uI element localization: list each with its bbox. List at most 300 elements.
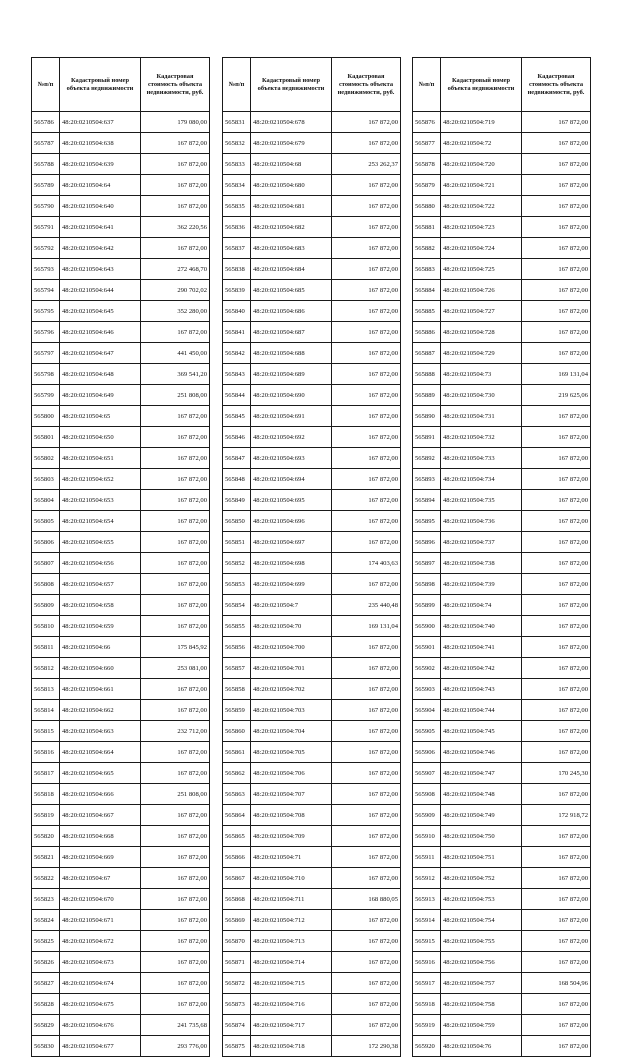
cadastral-value-cell: 167 872,00 — [332, 280, 401, 301]
cadastral-number-cell: 48:20:0210504:711 — [251, 889, 332, 910]
cadastral-value-cell: 167 872,00 — [141, 595, 210, 616]
cadastral-value-cell: 167 872,00 — [332, 490, 401, 511]
table-row — [413, 805, 591, 826]
cadastral-value-cell: 167 872,00 — [522, 259, 591, 280]
table-row — [32, 826, 210, 847]
table-row — [223, 1036, 401, 1057]
table-row — [413, 658, 591, 679]
table-row — [32, 427, 210, 448]
row-number-cell: 565862 — [223, 763, 251, 784]
header-number: №п/п — [413, 58, 441, 112]
cadastral-value-cell: 167 872,00 — [332, 994, 401, 1015]
cadastral-value-cell: 167 872,00 — [141, 490, 210, 511]
row-number-cell: 565900 — [413, 616, 441, 637]
row-number-cell: 565876 — [413, 112, 441, 133]
table-row — [223, 637, 401, 658]
row-number-cell: 565831 — [223, 112, 251, 133]
row-number-cell: 565916 — [413, 952, 441, 973]
cadastral-value-cell: 167 872,00 — [332, 574, 401, 595]
table-row — [32, 1036, 210, 1057]
cadastral-number-cell: 48:20:0210504:66 — [60, 637, 141, 658]
table-row — [413, 931, 591, 952]
cadastral-number-cell: 48:20:0210504:680 — [251, 175, 332, 196]
cadastral-number-cell: 48:20:0210504:648 — [60, 364, 141, 385]
table-row — [223, 154, 401, 175]
cadastral-number-cell: 48:20:0210504:707 — [251, 784, 332, 805]
cadastral-number-cell: 48:20:0210504:687 — [251, 322, 332, 343]
cadastral-value-cell: 167 872,00 — [332, 385, 401, 406]
row-number-cell: 565858 — [223, 679, 251, 700]
cadastral-value-cell: 167 872,00 — [141, 994, 210, 1015]
row-number-cell: 565810 — [32, 616, 60, 637]
row-number-cell: 565857 — [223, 658, 251, 679]
table-row — [223, 490, 401, 511]
cadastral-value-cell: 352 280,00 — [141, 301, 210, 322]
cadastral-number-cell: 48:20:0210504:64 — [60, 175, 141, 196]
cadastral-number-cell: 48:20:0210504:732 — [441, 427, 522, 448]
row-number-cell: 565841 — [223, 322, 251, 343]
cadastral-value-cell: 167 872,00 — [522, 553, 591, 574]
row-number-cell: 565797 — [32, 343, 60, 364]
table-row — [223, 679, 401, 700]
cadastral-number-cell: 48:20:0210504:755 — [441, 931, 522, 952]
row-number-cell: 565817 — [32, 763, 60, 784]
table-row — [223, 574, 401, 595]
table-row — [223, 595, 401, 616]
cadastral-number-cell: 48:20:0210504:640 — [60, 196, 141, 217]
row-number-cell: 565920 — [413, 1036, 441, 1057]
cadastral-value-cell: 167 872,00 — [522, 868, 591, 889]
table-row — [223, 553, 401, 574]
table-row — [413, 889, 591, 910]
cadastral-value-cell: 167 872,00 — [332, 931, 401, 952]
cadastral-value-cell: 167 872,00 — [141, 574, 210, 595]
cadastral-number-cell: 48:20:0210504:674 — [60, 973, 141, 994]
table-row — [32, 721, 210, 742]
table-row — [32, 280, 210, 301]
table-row — [223, 847, 401, 868]
table-row — [32, 112, 210, 133]
cadastral-number-cell: 48:20:0210504:76 — [441, 1036, 522, 1057]
cadastral-number-cell: 48:20:0210504:751 — [441, 847, 522, 868]
table-row — [32, 679, 210, 700]
cadastral-value-cell: 167 872,00 — [141, 511, 210, 532]
cadastral-number-cell: 48:20:0210504:686 — [251, 301, 332, 322]
cadastral-value-cell: 167 872,00 — [141, 805, 210, 826]
row-number-cell: 565903 — [413, 679, 441, 700]
cadastral-value-cell: 167 872,00 — [522, 679, 591, 700]
row-number-cell: 565887 — [413, 343, 441, 364]
cadastral-number-cell: 48:20:0210504:702 — [251, 679, 332, 700]
cadastral-value-cell: 369 541,20 — [141, 364, 210, 385]
table-row — [223, 469, 401, 490]
cadastral-value-cell: 167 872,00 — [522, 427, 591, 448]
row-number-cell: 565871 — [223, 952, 251, 973]
cadastral-value-cell: 251 808,00 — [141, 385, 210, 406]
cadastral-number-cell: 48:20:0210504:733 — [441, 448, 522, 469]
cadastral-value-cell: 167 872,00 — [332, 448, 401, 469]
cadastral-number-cell: 48:20:0210504:758 — [441, 994, 522, 1015]
table-row — [223, 952, 401, 973]
cadastral-number-cell: 48:20:0210504:65 — [60, 406, 141, 427]
table-row — [223, 259, 401, 280]
cadastral-value-cell: 167 872,00 — [141, 973, 210, 994]
row-number-cell: 565837 — [223, 238, 251, 259]
cadastral-value-cell: 167 872,00 — [522, 196, 591, 217]
cadastral-number-cell: 48:20:0210504:649 — [60, 385, 141, 406]
row-number-cell: 565894 — [413, 490, 441, 511]
cadastral-number-cell: 48:20:0210504:718 — [251, 1036, 332, 1057]
cadastral-value-cell: 167 872,00 — [522, 742, 591, 763]
table-row — [32, 763, 210, 784]
table-row — [32, 532, 210, 553]
cadastral-value-cell: 167 872,00 — [332, 847, 401, 868]
table-row — [413, 301, 591, 322]
row-number-cell: 565861 — [223, 742, 251, 763]
cadastral-value-cell: 167 872,00 — [522, 469, 591, 490]
row-number-cell: 565809 — [32, 595, 60, 616]
cadastral-number-cell: 48:20:0210504:691 — [251, 406, 332, 427]
row-number-cell: 565804 — [32, 490, 60, 511]
cadastral-value-cell: 167 872,00 — [332, 868, 401, 889]
cadastral-number-cell: 48:20:0210504:637 — [60, 112, 141, 133]
cadastral-number-cell: 48:20:0210504:73 — [441, 364, 522, 385]
table-row — [413, 952, 591, 973]
table-row — [223, 175, 401, 196]
table-row — [413, 469, 591, 490]
row-number-cell: 565866 — [223, 847, 251, 868]
table-row — [32, 616, 210, 637]
cadastral-value-cell: 167 872,00 — [522, 511, 591, 532]
cadastral-value-cell: 167 872,00 — [332, 259, 401, 280]
header-cadastral-value: Кадастровая стоимость объекта недвижимости, руб. — [332, 58, 401, 112]
cadastral-number-cell: 48:20:0210504:669 — [60, 847, 141, 868]
table-row — [413, 511, 591, 532]
cadastral-value-cell: 167 872,00 — [522, 931, 591, 952]
cadastral-value-cell: 172 918,72 — [522, 805, 591, 826]
cadastral-value-cell: 167 872,00 — [141, 469, 210, 490]
row-number-cell: 565883 — [413, 259, 441, 280]
cadastral-number-cell: 48:20:0210504:665 — [60, 763, 141, 784]
table-row — [413, 490, 591, 511]
cadastral-value-cell: 293 776,00 — [141, 1036, 210, 1057]
row-number-cell: 565868 — [223, 889, 251, 910]
cadastral-value-cell: 167 872,00 — [522, 994, 591, 1015]
row-number-cell: 565880 — [413, 196, 441, 217]
table-row — [223, 910, 401, 931]
row-number-cell: 565849 — [223, 490, 251, 511]
row-number-cell: 565902 — [413, 658, 441, 679]
table-row — [413, 238, 591, 259]
cadastral-value-cell: 167 872,00 — [332, 196, 401, 217]
table-row — [223, 112, 401, 133]
table-row — [32, 700, 210, 721]
row-number-cell: 565803 — [32, 469, 60, 490]
row-number-cell: 565821 — [32, 847, 60, 868]
row-number-cell: 565792 — [32, 238, 60, 259]
row-number-cell: 565890 — [413, 406, 441, 427]
cadastral-number-cell: 48:20:0210504:656 — [60, 553, 141, 574]
row-number-cell: 565905 — [413, 721, 441, 742]
table-row — [413, 784, 591, 805]
cadastral-value-cell: 272 468,70 — [141, 259, 210, 280]
cadastral-value-cell: 167 872,00 — [522, 1036, 591, 1057]
row-number-cell: 565801 — [32, 427, 60, 448]
cadastral-number-cell: 48:20:0210504:747 — [441, 763, 522, 784]
table-row — [413, 280, 591, 301]
cadastral-number-cell: 48:20:0210504:744 — [441, 700, 522, 721]
header-cadastral-value: Кадастровая стоимость объекта недвижимости, руб. — [141, 58, 210, 112]
row-number-cell: 565827 — [32, 973, 60, 994]
cadastral-value-cell: 167 872,00 — [332, 721, 401, 742]
cadastral-value-cell: 167 872,00 — [141, 868, 210, 889]
row-number-cell: 565833 — [223, 154, 251, 175]
table-row — [223, 322, 401, 343]
table-row — [32, 889, 210, 910]
cadastral-value-cell: 167 872,00 — [522, 175, 591, 196]
cadastral-number-cell: 48:20:0210504:693 — [251, 448, 332, 469]
cadastral-value-cell: 167 872,00 — [141, 700, 210, 721]
cadastral-value-cell: 167 872,00 — [332, 700, 401, 721]
cadastral-number-cell: 48:20:0210504:756 — [441, 952, 522, 973]
table-row — [223, 973, 401, 994]
cadastral-value-cell: 167 872,00 — [332, 763, 401, 784]
table-row — [32, 301, 210, 322]
table-row — [413, 406, 591, 427]
cadastral-value-cell: 167 872,00 — [141, 427, 210, 448]
cadastral-number-cell: 48:20:0210504:71 — [251, 847, 332, 868]
table-row — [413, 868, 591, 889]
row-number-cell: 565856 — [223, 637, 251, 658]
cadastral-number-cell: 48:20:0210504:7 — [251, 595, 332, 616]
header-number: №п/п — [223, 58, 251, 112]
table-row — [413, 112, 591, 133]
table-row — [32, 469, 210, 490]
cadastral-number-cell: 48:20:0210504:641 — [60, 217, 141, 238]
cadastral-number-cell: 48:20:0210504:684 — [251, 259, 332, 280]
cadastral-number-cell: 48:20:0210504:738 — [441, 553, 522, 574]
cadastral-number-cell: 48:20:0210504:668 — [60, 826, 141, 847]
table-row — [223, 994, 401, 1015]
row-number-cell: 565815 — [32, 721, 60, 742]
cadastral-number-cell: 48:20:0210504:647 — [60, 343, 141, 364]
table-row — [413, 133, 591, 154]
table-row — [223, 721, 401, 742]
row-number-cell: 565917 — [413, 973, 441, 994]
row-number-cell: 565918 — [413, 994, 441, 1015]
table-row — [32, 805, 210, 826]
cadastral-value-cell: 167 872,00 — [332, 511, 401, 532]
cadastral-number-cell: 48:20:0210504:715 — [251, 973, 332, 994]
cadastral-number-cell: 48:20:0210504:745 — [441, 721, 522, 742]
cadastral-value-cell: 167 872,00 — [141, 910, 210, 931]
cadastral-number-cell: 48:20:0210504:685 — [251, 280, 332, 301]
cadastral-value-cell: 167 872,00 — [522, 301, 591, 322]
row-number-cell: 565844 — [223, 385, 251, 406]
cadastral-value-cell: 169 131,04 — [522, 364, 591, 385]
cadastral-value-cell: 169 131,04 — [332, 616, 401, 637]
row-number-cell: 565798 — [32, 364, 60, 385]
cadastral-table-right — [412, 57, 591, 1057]
row-number-cell: 565892 — [413, 448, 441, 469]
cadastral-value-cell: 167 872,00 — [332, 805, 401, 826]
cadastral-number-cell: 48:20:0210504:710 — [251, 868, 332, 889]
cadastral-number-cell: 48:20:0210504:719 — [441, 112, 522, 133]
row-number-cell: 565828 — [32, 994, 60, 1015]
header-cadastral-number: Кадастровый номер объекта недвижимости — [60, 58, 141, 112]
table-row — [413, 973, 591, 994]
table-row — [32, 784, 210, 805]
cadastral-value-cell: 167 872,00 — [332, 238, 401, 259]
cadastral-number-cell: 48:20:0210504:676 — [60, 1015, 141, 1036]
cadastral-value-cell: 167 872,00 — [332, 826, 401, 847]
table-row — [32, 994, 210, 1015]
cadastral-value-cell: 167 872,00 — [332, 1015, 401, 1036]
row-number-cell: 565808 — [32, 574, 60, 595]
table-row — [32, 448, 210, 469]
cadastral-value-cell: 167 872,00 — [332, 301, 401, 322]
cadastral-value-cell: 167 872,00 — [141, 679, 210, 700]
row-number-cell: 565838 — [223, 259, 251, 280]
cadastral-value-cell: 167 872,00 — [522, 448, 591, 469]
table-row — [32, 952, 210, 973]
cadastral-value-cell: 253 081,00 — [141, 658, 210, 679]
table-row — [413, 616, 591, 637]
table-row — [413, 154, 591, 175]
table-row — [223, 700, 401, 721]
row-number-cell: 565847 — [223, 448, 251, 469]
table-row — [413, 217, 591, 238]
cadastral-value-cell: 167 872,00 — [141, 133, 210, 154]
cadastral-value-cell: 167 872,00 — [522, 238, 591, 259]
cadastral-value-cell: 167 872,00 — [332, 910, 401, 931]
cadastral-value-cell: 167 872,00 — [332, 952, 401, 973]
cadastral-value-cell: 167 872,00 — [332, 427, 401, 448]
row-number-cell: 565904 — [413, 700, 441, 721]
cadastral-value-cell: 235 440,48 — [332, 595, 401, 616]
cadastral-number-cell: 48:20:0210504:720 — [441, 154, 522, 175]
table-row — [32, 238, 210, 259]
cadastral-value-cell: 232 712,00 — [141, 721, 210, 742]
row-number-cell: 565882 — [413, 238, 441, 259]
cadastral-value-cell: 167 872,00 — [522, 322, 591, 343]
row-number-cell: 565846 — [223, 427, 251, 448]
cadastral-number-cell: 48:20:0210504:699 — [251, 574, 332, 595]
cadastral-value-cell: 167 872,00 — [141, 616, 210, 637]
cadastral-value-cell: 167 872,00 — [332, 784, 401, 805]
cadastral-number-cell: 48:20:0210504:658 — [60, 595, 141, 616]
row-number-cell: 565877 — [413, 133, 441, 154]
row-number-cell: 565869 — [223, 910, 251, 931]
table-row — [32, 931, 210, 952]
row-number-cell: 565863 — [223, 784, 251, 805]
table-row — [413, 1036, 591, 1057]
cadastral-number-cell: 48:20:0210504:748 — [441, 784, 522, 805]
table-row — [413, 910, 591, 931]
table-row — [413, 1015, 591, 1036]
cadastral-number-cell: 48:20:0210504:671 — [60, 910, 141, 931]
cadastral-number-cell: 48:20:0210504:727 — [441, 301, 522, 322]
row-number-cell: 565807 — [32, 553, 60, 574]
table-row — [413, 847, 591, 868]
row-number-cell: 565794 — [32, 280, 60, 301]
row-number-cell: 565852 — [223, 553, 251, 574]
row-number-cell: 565839 — [223, 280, 251, 301]
cadastral-number-cell: 48:20:0210504:663 — [60, 721, 141, 742]
row-number-cell: 565813 — [32, 679, 60, 700]
cadastral-number-cell: 48:20:0210504:679 — [251, 133, 332, 154]
cadastral-value-cell: 170 245,30 — [522, 763, 591, 784]
cadastral-number-cell: 48:20:0210504:666 — [60, 784, 141, 805]
cadastral-number-cell: 48:20:0210504:683 — [251, 238, 332, 259]
row-number-cell: 565790 — [32, 196, 60, 217]
cadastral-value-cell: 167 872,00 — [522, 658, 591, 679]
cadastral-value-cell: 174 403,63 — [332, 553, 401, 574]
cadastral-number-cell: 48:20:0210504:740 — [441, 616, 522, 637]
table-header-row — [32, 58, 210, 112]
cadastral-number-cell: 48:20:0210504:659 — [60, 616, 141, 637]
table-row — [223, 742, 401, 763]
table-row — [32, 553, 210, 574]
cadastral-value-cell: 167 872,00 — [522, 952, 591, 973]
table-row — [413, 742, 591, 763]
row-number-cell: 565854 — [223, 595, 251, 616]
table-row — [413, 427, 591, 448]
cadastral-value-cell: 167 872,00 — [141, 763, 210, 784]
cadastral-value-cell: 167 872,00 — [141, 742, 210, 763]
cadastral-number-cell: 48:20:0210504:672 — [60, 931, 141, 952]
cadastral-value-cell: 167 872,00 — [332, 343, 401, 364]
cadastral-value-cell: 168 880,05 — [332, 889, 401, 910]
cadastral-value-cell: 167 872,00 — [141, 889, 210, 910]
row-number-cell: 565814 — [32, 700, 60, 721]
cadastral-number-cell: 48:20:0210504:694 — [251, 469, 332, 490]
row-number-cell: 565818 — [32, 784, 60, 805]
cadastral-value-cell: 167 872,00 — [141, 553, 210, 574]
cadastral-value-cell: 167 872,00 — [522, 826, 591, 847]
row-number-cell: 565805 — [32, 511, 60, 532]
cadastral-number-cell: 48:20:0210504:717 — [251, 1015, 332, 1036]
row-number-cell: 565851 — [223, 532, 251, 553]
row-number-cell: 565843 — [223, 364, 251, 385]
table-row — [223, 511, 401, 532]
cadastral-value-cell: 167 872,00 — [522, 637, 591, 658]
row-number-cell: 565906 — [413, 742, 441, 763]
row-number-cell: 565912 — [413, 868, 441, 889]
cadastral-number-cell: 48:20:0210504:716 — [251, 994, 332, 1015]
row-number-cell: 565840 — [223, 301, 251, 322]
cadastral-number-cell: 48:20:0210504:739 — [441, 574, 522, 595]
table-row — [223, 532, 401, 553]
table-row — [223, 427, 401, 448]
cadastral-value-cell: 167 872,00 — [522, 154, 591, 175]
header-number: №п/п — [32, 58, 60, 112]
cadastral-number-cell: 48:20:0210504:662 — [60, 700, 141, 721]
table-row — [32, 511, 210, 532]
row-number-cell: 565835 — [223, 196, 251, 217]
cadastral-number-cell: 48:20:0210504:698 — [251, 553, 332, 574]
row-number-cell: 565787 — [32, 133, 60, 154]
table-row — [32, 595, 210, 616]
cadastral-value-cell: 251 808,00 — [141, 784, 210, 805]
cadastral-number-cell: 48:20:0210504:701 — [251, 658, 332, 679]
row-number-cell: 565822 — [32, 868, 60, 889]
row-number-cell: 565897 — [413, 553, 441, 574]
cadastral-number-cell: 48:20:0210504:735 — [441, 490, 522, 511]
table-row — [32, 406, 210, 427]
table-row — [32, 637, 210, 658]
cadastral-number-cell: 48:20:0210504:705 — [251, 742, 332, 763]
